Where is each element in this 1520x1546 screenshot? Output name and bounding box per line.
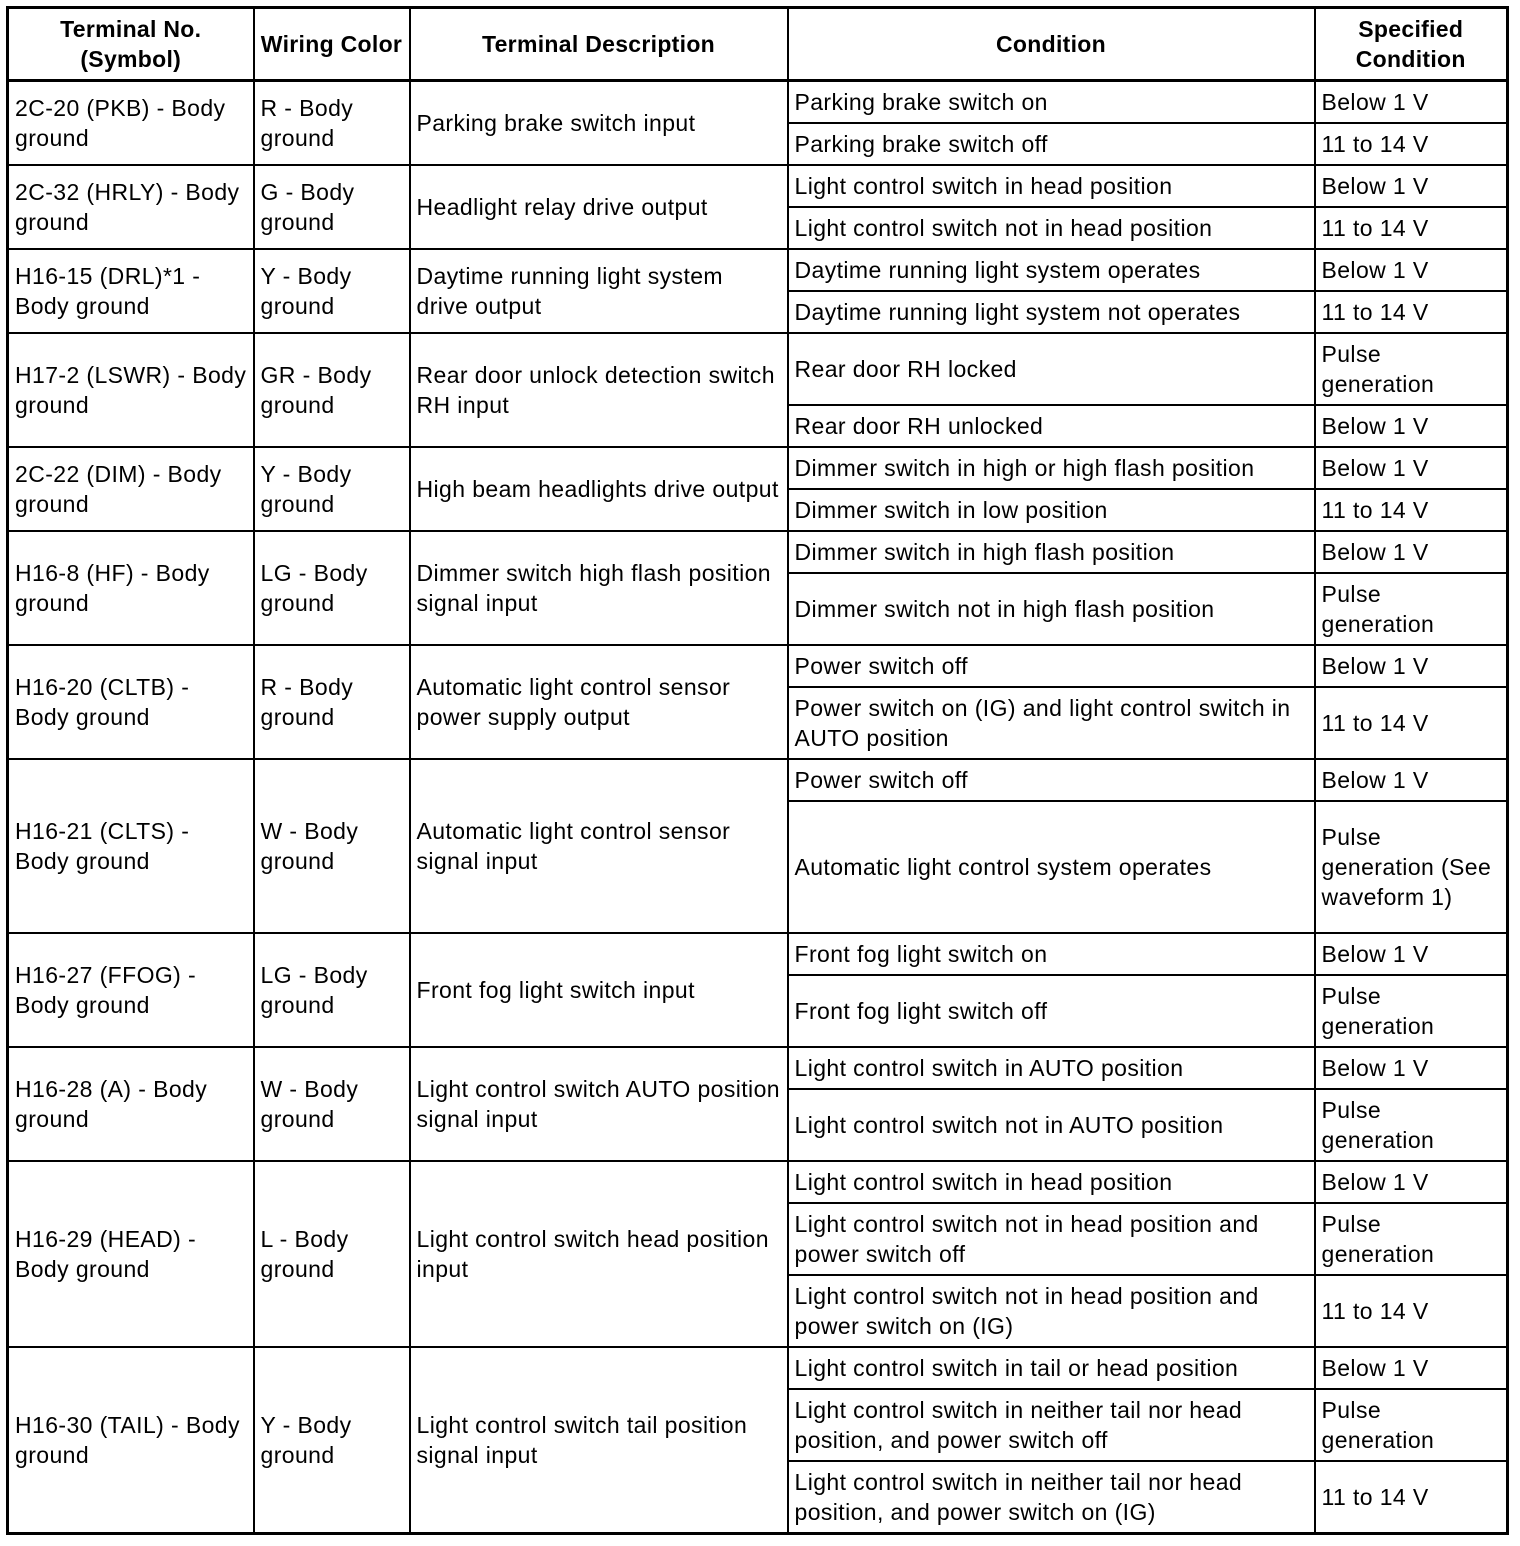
condition-cell: Light control switch not in head position [788, 207, 1315, 249]
terminal-cell: H16-29 (HEAD) - Body ground [8, 1161, 254, 1347]
table-row [8, 165, 1508, 207]
specified-condition-cell: Below 1 V [1315, 759, 1508, 801]
table-row [8, 1047, 1508, 1089]
terminal-cell: H16-27 (FFOG) - Body ground [8, 933, 254, 1047]
header-condition: Condition [788, 8, 1315, 81]
terminal-cell: 2C-22 (DIM) - Body ground [8, 447, 254, 531]
terminal-cell: H16-8 (HF) - Body ground [8, 531, 254, 645]
condition-cell: Daytime running light system not operates [788, 291, 1315, 333]
wiring-color-cell: W - Body ground [254, 1047, 410, 1161]
specified-condition-cell: 11 to 14 V [1315, 1461, 1508, 1534]
table-row [8, 249, 1508, 291]
terminal-description-cell: Automatic light control sensor signal input [410, 759, 788, 933]
header-terminal: Terminal No. (Symbol) [8, 8, 254, 81]
wiring-color-cell: W - Body ground [254, 759, 410, 933]
wiring-color-cell: R - Body ground [254, 645, 410, 759]
specified-condition-cell: Below 1 V [1315, 645, 1508, 687]
condition-cell: Light control switch not in head position and power switch off [788, 1203, 1315, 1275]
table-row [8, 81, 1508, 124]
specified-condition-cell: 11 to 14 V [1315, 489, 1508, 531]
wiring-color-cell: Y - Body ground [254, 447, 410, 531]
table-row [8, 759, 1508, 801]
condition-cell: Parking brake switch on [788, 81, 1315, 124]
condition-cell: Light control switch in neither tail nor head position, and power switch off [788, 1389, 1315, 1461]
table-row [8, 1161, 1508, 1203]
specified-condition-cell: Below 1 V [1315, 531, 1508, 573]
specified-condition-cell: Below 1 V [1315, 933, 1508, 975]
specified-condition-cell: 11 to 14 V [1315, 291, 1508, 333]
wiring-color-cell: Y - Body ground [254, 249, 410, 333]
terminal-cell: H16-28 (A) - Body ground [8, 1047, 254, 1161]
condition-cell: Power switch off [788, 645, 1315, 687]
wiring-color-cell: G - Body ground [254, 165, 410, 249]
specified-condition-cell: Pulse generation [1315, 1203, 1508, 1275]
specified-condition-cell: 11 to 14 V [1315, 687, 1508, 759]
condition-cell: Dimmer switch in low position [788, 489, 1315, 531]
specified-condition-cell: Below 1 V [1315, 405, 1508, 447]
header-wiring-color: Wiring Color [254, 8, 410, 81]
terminal-cell: 2C-20 (PKB) - Body ground [8, 81, 254, 166]
specified-condition-cell: Below 1 V [1315, 1047, 1508, 1089]
specified-condition-cell: Below 1 V [1315, 1161, 1508, 1203]
terminal-cell: H16-30 (TAIL) - Body ground [8, 1347, 254, 1534]
specified-condition-cell: Below 1 V [1315, 1347, 1508, 1389]
terminal-cell: H16-15 (DRL)*1 - Body ground [8, 249, 254, 333]
terminal-cell: H16-20 (CLTB) - Body ground [8, 645, 254, 759]
condition-cell: Light control switch in tail or head position [788, 1347, 1315, 1389]
condition-cell: Power switch on (IG) and light control switch in AUTO position [788, 687, 1315, 759]
wiring-color-cell: LG - Body ground [254, 933, 410, 1047]
table-row [8, 1347, 1508, 1389]
terminal-description-cell: High beam headlights drive output [410, 447, 788, 531]
terminal-description-cell: Light control switch head position input [410, 1161, 788, 1347]
specified-condition-cell: Pulse generation [1315, 573, 1508, 645]
condition-cell: Light control switch not in AUTO position [788, 1089, 1315, 1161]
condition-cell: Rear door RH unlocked [788, 405, 1315, 447]
specified-condition-cell: Pulse generation (See waveform 1) [1315, 801, 1508, 933]
terminal-description-cell: Light control switch AUTO position signal input [410, 1047, 788, 1161]
specified-condition-cell: 11 to 14 V [1315, 1275, 1508, 1347]
condition-cell: Dimmer switch in high or high flash position [788, 447, 1315, 489]
specified-condition-cell: 11 to 14 V [1315, 123, 1508, 165]
terminal-description-cell: Rear door unlock detection switch RH input [410, 333, 788, 447]
condition-cell: Front fog light switch on [788, 933, 1315, 975]
specified-condition-cell: Below 1 V [1315, 447, 1508, 489]
terminal-description-cell: Daytime running light system drive output [410, 249, 788, 333]
terminal-spec-table [6, 6, 1509, 1535]
table-row [8, 933, 1508, 975]
terminal-description-cell: Automatic light control sensor power supply output [410, 645, 788, 759]
specified-condition-cell: Pulse generation [1315, 975, 1508, 1047]
condition-cell: Power switch off [788, 759, 1315, 801]
specified-condition-cell: Below 1 V [1315, 165, 1508, 207]
wiring-color-cell: LG - Body ground [254, 531, 410, 645]
condition-cell: Daytime running light system operates [788, 249, 1315, 291]
specified-condition-cell: Pulse generation [1315, 1089, 1508, 1161]
terminal-cell: 2C-32 (HRLY) - Body ground [8, 165, 254, 249]
wiring-color-cell: R - Body ground [254, 81, 410, 166]
specified-condition-cell: Below 1 V [1315, 81, 1508, 124]
table-body [8, 81, 1508, 1534]
condition-cell: Light control switch in head position [788, 1161, 1315, 1203]
wiring-color-cell: Y - Body ground [254, 1347, 410, 1534]
condition-cell: Automatic light control system operates [788, 801, 1315, 933]
terminal-cell: H17-2 (LSWR) - Body ground [8, 333, 254, 447]
terminal-description-cell: Parking brake switch input [410, 81, 788, 166]
specified-condition-cell: Pulse generation [1315, 1389, 1508, 1461]
condition-cell: Light control switch not in head position and power switch on (IG) [788, 1275, 1315, 1347]
table-header [8, 8, 1508, 81]
table-row [8, 645, 1508, 687]
condition-cell: Parking brake switch off [788, 123, 1315, 165]
header-specified-condition: Specified Condition [1315, 8, 1508, 81]
condition-cell: Light control switch in head position [788, 165, 1315, 207]
header-terminal-description: Terminal Description [410, 8, 788, 81]
condition-cell: Front fog light switch off [788, 975, 1315, 1047]
terminal-description-cell: Light control switch tail position signal input [410, 1347, 788, 1534]
specified-condition-cell: Pulse generation [1315, 333, 1508, 405]
specified-condition-cell: Below 1 V [1315, 249, 1508, 291]
terminal-description-cell: Dimmer switch high flash position signal input [410, 531, 788, 645]
terminal-description-cell: Front fog light switch input [410, 933, 788, 1047]
condition-cell: Light control switch in neither tail nor head position, and power switch on (IG) [788, 1461, 1315, 1534]
table-row [8, 531, 1508, 573]
terminal-description-cell: Headlight relay drive output [410, 165, 788, 249]
header-row [8, 8, 1508, 81]
condition-cell: Rear door RH locked [788, 333, 1315, 405]
table-row [8, 333, 1508, 405]
wiring-color-cell: GR - Body ground [254, 333, 410, 447]
condition-cell: Dimmer switch not in high flash position [788, 573, 1315, 645]
terminal-cell: H16-21 (CLTS) - Body ground [8, 759, 254, 933]
table-row [8, 447, 1508, 489]
condition-cell: Dimmer switch in high flash position [788, 531, 1315, 573]
wiring-color-cell: L - Body ground [254, 1161, 410, 1347]
condition-cell: Light control switch in AUTO position [788, 1047, 1315, 1089]
specified-condition-cell: 11 to 14 V [1315, 207, 1508, 249]
